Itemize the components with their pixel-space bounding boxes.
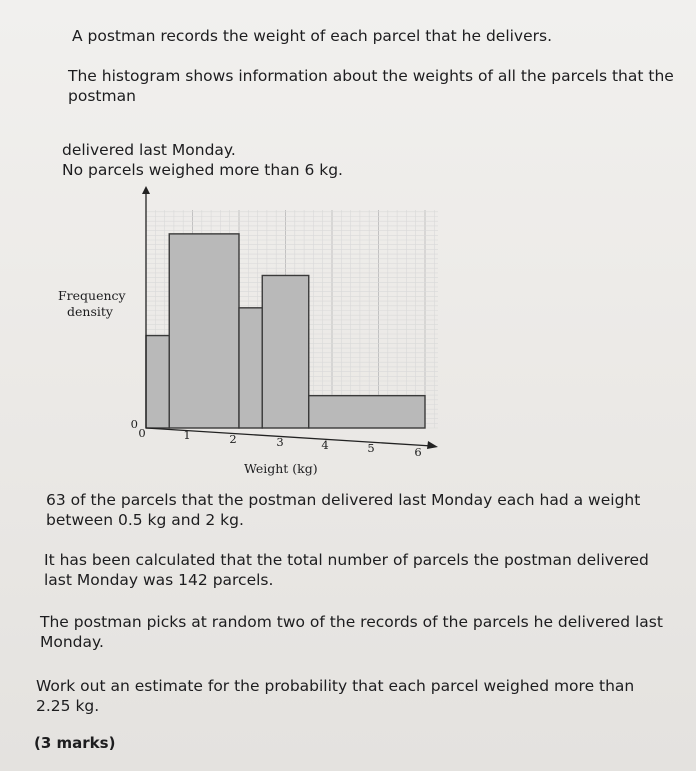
- question-random-pick: The postman picks at random two of the records of the parcels he delivered last Monday.: [40, 613, 663, 651]
- y-axis-label: Frequency density: [58, 288, 126, 319]
- x-tick-label: 4: [321, 438, 329, 452]
- question-known-count: 63 of the parcels that the postman delivered last Monday each had a weight between 0.5 kg and 2 kg.: [46, 491, 641, 529]
- x-tick-label: 2: [229, 432, 237, 446]
- x-tick-label: 1: [183, 428, 191, 442]
- x-tick-label: 6: [414, 445, 422, 459]
- x-tick-label: 5: [367, 441, 375, 455]
- question-total-count: It has been calculated that the total number of parcels the postman delivered last Monday was 142 parcels.: [44, 551, 649, 589]
- x-tick-label: 3: [276, 435, 284, 449]
- histogram-bar-5: [309, 396, 425, 428]
- x-tick-label: 0: [138, 426, 146, 440]
- question-intro: A postman records the weight of each parcel that he delivers.: [72, 27, 553, 45]
- question-task: Work out an estimate for the probability that each parcel weighed more than 2.25 kg.: [36, 677, 635, 715]
- histogram-bar-2: [169, 234, 239, 428]
- histogram-bar-4: [262, 275, 309, 428]
- histogram-bar-3: [239, 308, 262, 428]
- marks-label: (3 marks): [34, 734, 116, 752]
- question-delivered-line: delivered last Monday.: [62, 141, 236, 159]
- origin-label: 0: [130, 417, 138, 431]
- question-max-weight: No parcels weighed more than 6 kg.: [62, 161, 343, 179]
- x-axis-arrow: [427, 441, 438, 449]
- x-axis-label: Weight (kg): [244, 461, 318, 476]
- y-axis-arrow: [142, 186, 150, 194]
- histogram-bar-1: [146, 336, 169, 428]
- question-histogram-info: The histogram shows information about the weights of all the parcels that the postman: [68, 67, 674, 105]
